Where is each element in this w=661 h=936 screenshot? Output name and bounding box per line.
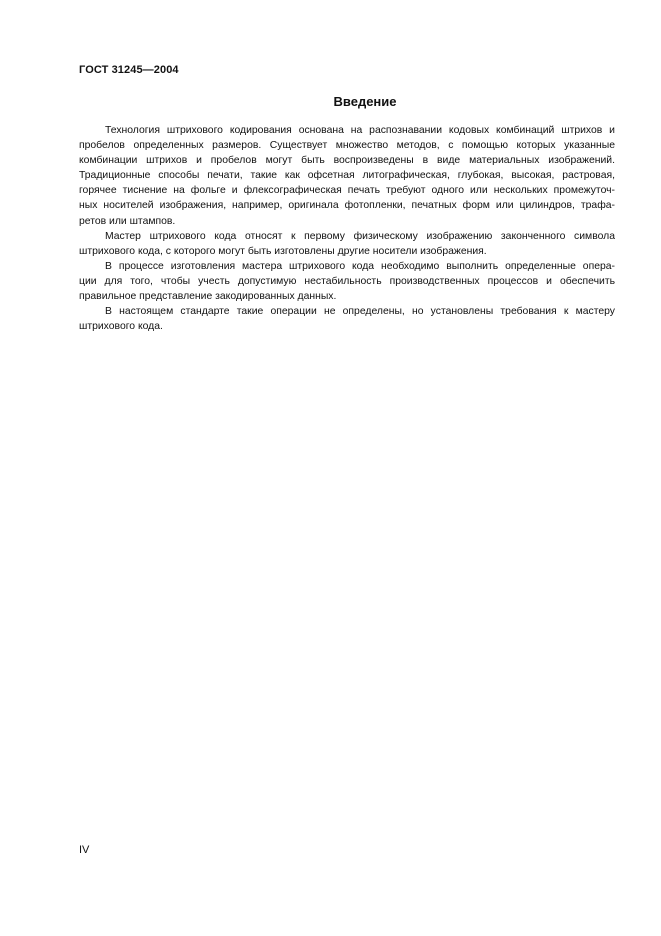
- text-line: правильное представление закодированных данных.: [79, 291, 337, 303]
- text-line: ретов или штампов.: [79, 215, 176, 227]
- text-line: штрихового кода, с которого могут быть изготовлены другие носители изображения.: [79, 245, 487, 257]
- paragraph-3: [79, 259, 615, 304]
- text-line: штрихового кода.: [79, 321, 163, 333]
- text-line: пробелов определенных размеров. Существует множество методов, с помощью которых указанные: [79, 140, 615, 152]
- text-line: комбинации штрихов и пробелов могут быть воспроизведены в виде материальных изображений.: [79, 155, 615, 167]
- paragraph-1: [79, 123, 615, 229]
- body-text: [79, 123, 615, 334]
- text-line: горячее тиснение на фольге и флексографическая печать требуют одного или нескольких промежуточ-: [79, 185, 615, 197]
- text-line: Технология штрихового кодирования основана на распознавании кодовых комбинаций штрихов и: [105, 125, 615, 136]
- section-title: Введение: [333, 94, 397, 109]
- text-line: Традиционные способы печати, такие как офсетная литографическая, глубокая, высокая, растровая,: [79, 170, 615, 182]
- paragraph-4: [79, 304, 615, 334]
- page-number: IV: [79, 844, 90, 856]
- document-code: ГОСТ 31245—2004: [79, 64, 179, 76]
- text-line: В процессе изготовления мастера штрихового кода необходимо выполнить определенные опера-: [105, 260, 615, 272]
- text-line: Мастер штрихового кода относят к первому физическому изображению законченного символа: [105, 230, 615, 242]
- text-line: В настоящем стандарте такие операции не определены, но установлены требования к мастеру: [105, 306, 615, 318]
- text-line: ции для того, чтобы учесть допустимую нестабильность производственных процессов и обеспечить: [79, 275, 615, 287]
- text-line: ных носителей изображения, например, оригинала фотопленки, печатных форм или цилиндров, трафа-: [79, 200, 615, 212]
- paragraph-2: [79, 229, 615, 259]
